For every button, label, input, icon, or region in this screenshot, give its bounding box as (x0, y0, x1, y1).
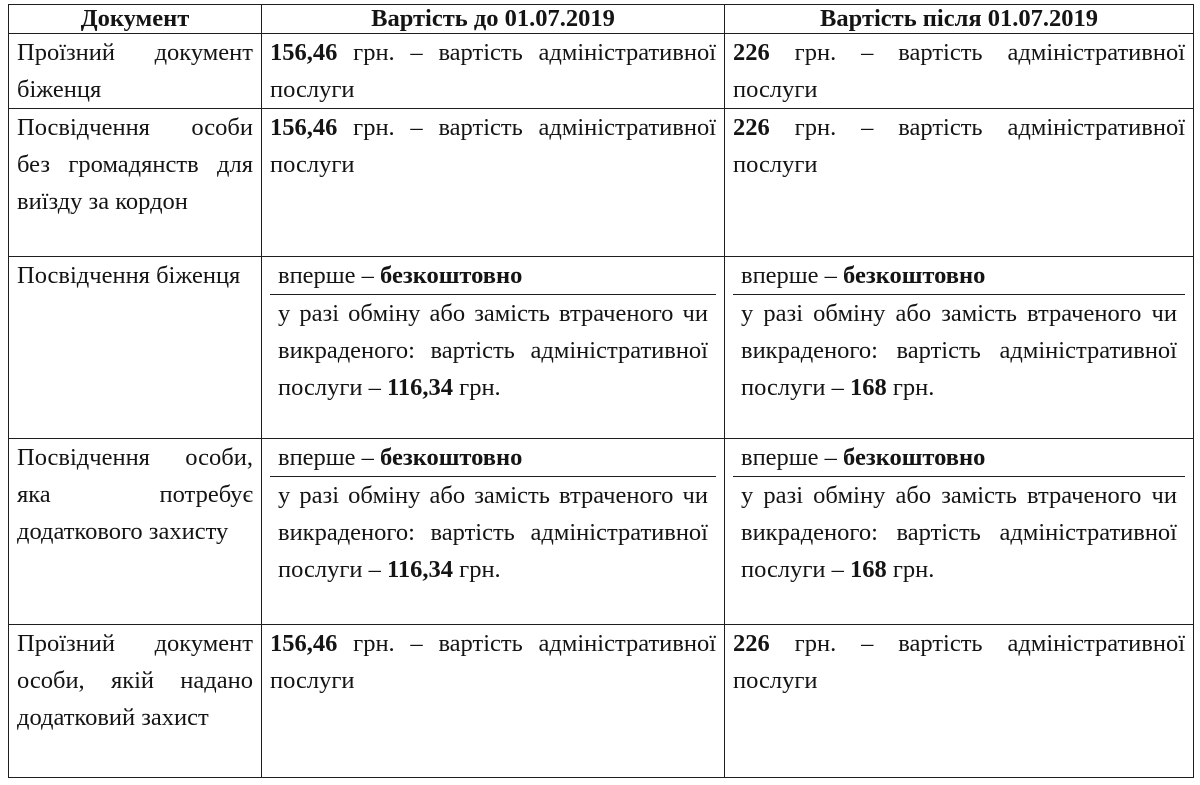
currency: грн. (886, 556, 935, 583)
first-issue-line (733, 257, 1185, 295)
document-cell: Посвідчення особи без громадянств для виїзду за кордон (9, 109, 262, 257)
first-issue-line (733, 439, 1185, 477)
replacement-cost (270, 477, 716, 588)
currency: грн. (453, 374, 501, 401)
replacement-text: у разі обміну або замість втраченого чи викраденого: вартість адміністративної послуги – (741, 300, 1177, 401)
currency: грн. (886, 374, 935, 401)
replacement-text: у разі обміну або замість втраченого чи викраденого: вартість адміністративної послуги – (741, 482, 1177, 583)
header-row (9, 5, 1194, 34)
amount: 226 (733, 114, 770, 141)
cost-text: грн. – вартість адміністративної послуги (270, 630, 717, 694)
header-cost-after: Вартість після 01.07.2019 (725, 5, 1194, 34)
cost-after-cell (725, 109, 1194, 257)
cost-before-cell (262, 257, 725, 439)
document-cell: Посвідчення особи, яка потребує додаткового захисту (9, 439, 262, 625)
cost-text: грн. – вартість адміністративної послуги (270, 114, 717, 178)
free-label: безкоштовно (843, 262, 986, 289)
free-label: безкоштовно (843, 444, 986, 471)
cost-after-cell (725, 625, 1194, 778)
first-issue-prefix: вперше – (278, 262, 381, 289)
header-document: Документ (9, 5, 262, 34)
cost-before-cell (262, 625, 725, 778)
document-cell: Проїзний документ особи, якій надано додатковий захист (9, 625, 262, 778)
free-label: безкоштовно (380, 262, 523, 289)
free-label: безкоштовно (380, 444, 523, 471)
amount: 226 (733, 630, 770, 657)
first-issue-prefix: вперше – (278, 444, 381, 471)
cost-after-cell (725, 439, 1194, 625)
document-cell: Проїзний документ біженця (9, 34, 262, 109)
table-row (9, 34, 1194, 109)
first-issue-prefix: вперше – (741, 262, 844, 289)
cost-after-cell (725, 34, 1194, 109)
table-row (9, 439, 1194, 625)
table-row (9, 109, 1194, 257)
replacement-cost (733, 295, 1185, 406)
cost-before-cell (262, 439, 725, 625)
replacement-text: у разі обміну або замість втраченого чи викраденого: вартість адміністративної послуги – (278, 300, 708, 401)
cost-text: грн. – вартість адміністративної послуги (733, 39, 1186, 103)
first-issue-prefix: вперше – (741, 444, 844, 471)
currency: грн. (453, 556, 501, 583)
amount: 168 (849, 374, 887, 401)
amount: 168 (849, 556, 887, 583)
cost-after-cell (725, 257, 1194, 439)
amount: 156,46 (270, 39, 338, 66)
fee-table (8, 4, 1194, 778)
replacement-cost (733, 477, 1185, 588)
amount: 156,46 (270, 630, 338, 657)
amount: 116,34 (386, 374, 454, 401)
table-row (9, 257, 1194, 439)
first-issue-line (270, 257, 716, 295)
replacement-cost (270, 295, 716, 406)
cost-before-cell (262, 109, 725, 257)
first-issue-line (270, 439, 716, 477)
amount: 226 (733, 39, 770, 66)
cost-text: грн. – вартість адміністративної послуги (733, 114, 1186, 178)
document-cell: Посвідчення біженця (9, 257, 262, 439)
cost-text: грн. – вартість адміністративної послуги (270, 39, 717, 103)
replacement-text: у разі обміну або замість втраченого чи викраденого: вартість адміністративної послуги – (278, 482, 708, 583)
header-cost-before: Вартість до 01.07.2019 (262, 5, 725, 34)
amount: 156,46 (270, 114, 338, 141)
amount: 116,34 (386, 556, 454, 583)
cost-text: грн. – вартість адміністративної послуги (733, 630, 1186, 694)
table-row (9, 625, 1194, 778)
cost-before-cell (262, 34, 725, 109)
